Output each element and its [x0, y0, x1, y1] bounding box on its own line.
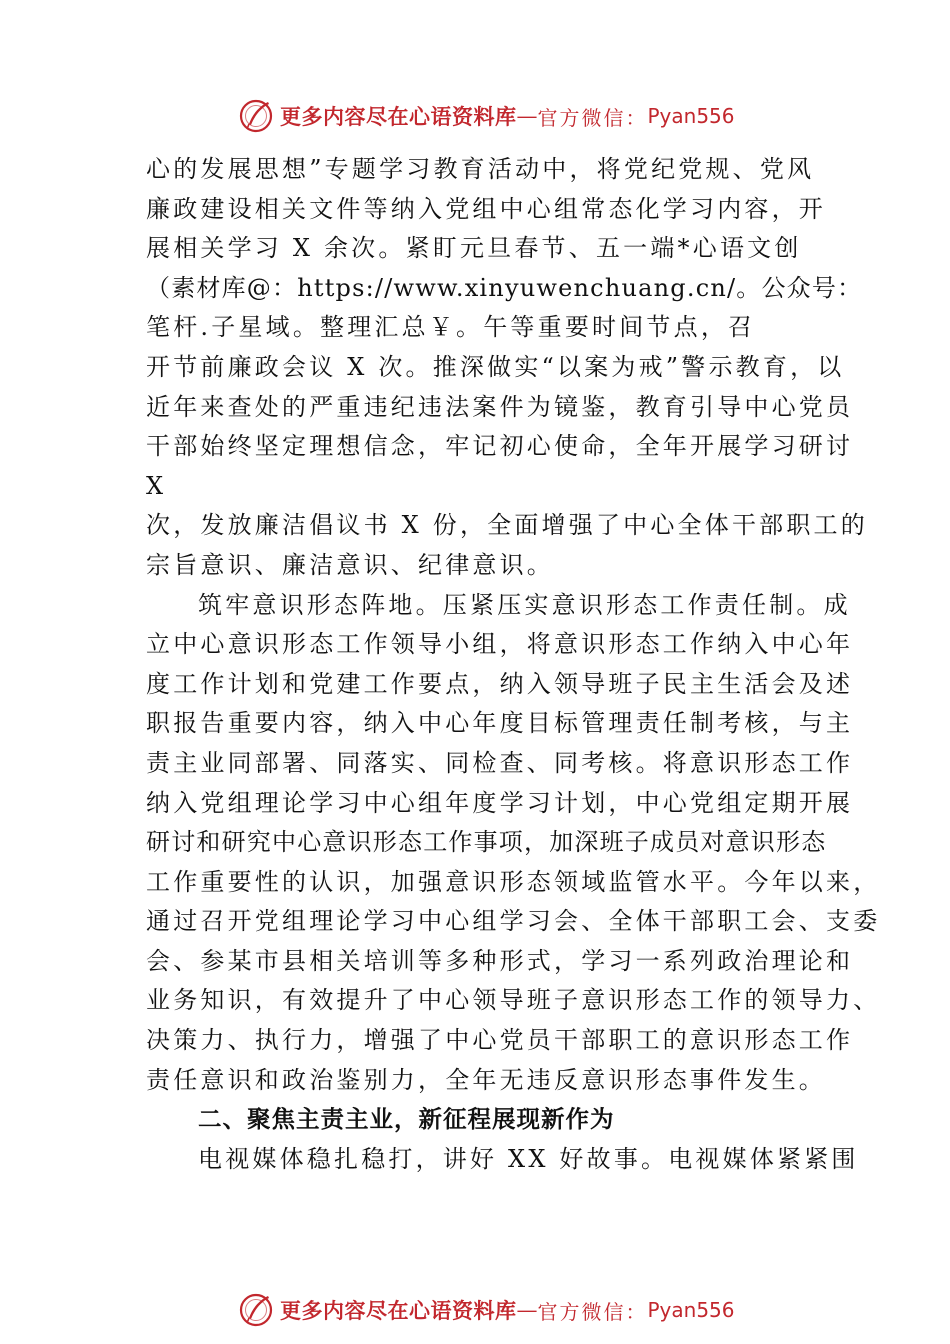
body-line: 业务知识，有效提升了中心领导班子意识形态工作的领导力、: [146, 986, 881, 1015]
document-body: [146, 150, 881, 1179]
body-line: 责主业同部署、同落实、同检查、同考核。将意识形态工作: [146, 748, 854, 777]
banner-library-text: 更多内容尽在心语资料库: [280, 1298, 517, 1323]
body-line: 展相关学习 X 余次。紧盯元旦春节、五一端*心语文创: [146, 234, 802, 263]
quill-seal-icon: [238, 98, 274, 134]
body-line: 研讨和研究中心意识形态工作事项，加深班子成员对意识形态: [146, 828, 827, 857]
banner-dash: —: [516, 104, 538, 128]
banner-wechat-label: 官方微信：: [537, 1299, 648, 1324]
body-line: 纳入党组理论学习中心组年度学习计划，中心党组定期开展: [146, 788, 854, 817]
body-line: 工作重要性的认识，加强意识形态领域监管水平。今年以来，: [146, 867, 881, 896]
body-line: （素材库@：https://www.xinyuwenchuang.cn/。公众号：: [146, 273, 863, 302]
body-line: 近年来查处的严重违纪违法案件为镜鉴，教育引导中心党员: [146, 392, 854, 421]
body-line: 立中心意识形态工作领导小组，将意识形态工作纳入中心年: [146, 630, 854, 659]
body-line: 职报告重要内容，纳入中心年度目标管理责任制考核，与主: [146, 709, 854, 738]
body-line: 开节前廉政会议 X 次。推深做实“以案为戒”警示教育，以: [146, 352, 845, 381]
banner-library-text: 更多内容尽在心语资料库: [280, 104, 517, 129]
footer-watermark-banner: [238, 1290, 758, 1330]
quill-seal-icon: [238, 1292, 274, 1328]
banner-dash: —: [516, 1298, 538, 1322]
body-line: 干部始终坚定理想信念，牢记初心使命，全年开展学习研讨: [146, 432, 854, 461]
body-line: 责任意识和政治鉴别力，全年无违反意识形态事件发生。: [146, 1065, 826, 1094]
banner-wechat-id: Pyan556: [647, 104, 735, 128]
header-watermark-banner: [238, 96, 758, 136]
body-line: X: [146, 471, 167, 500]
banner-wechat-id: Pyan556: [647, 1298, 735, 1322]
body-line: 决策力、执行力，增强了中心党员干部职工的意识形态工作: [146, 1026, 854, 1055]
body-line: 通过召开党组理论学习中心组学习会、全体干部职工会、支委: [146, 907, 881, 936]
section-heading: 二、聚焦主责主业，新征程展现新作为: [198, 1105, 615, 1134]
body-line: 心的发展思想”专题学习教育活动中，将党纪党规、党风: [146, 155, 815, 183]
body-line: 次，发放廉洁倡议书 X 份，全面增强了中心全体干部职工的: [146, 511, 868, 540]
body-line: 度工作计划和党建工作要点，纳入领导班子民主生活会及述: [146, 669, 854, 698]
banner-wechat-label: 官方微信：: [537, 105, 648, 130]
body-line: 宗旨意识、廉洁意识、纪律意识。: [146, 550, 554, 579]
paragraph-first-line: 电视媒体稳扎稳打，讲好 XX 好故事。电视媒体紧紧围: [198, 1144, 859, 1173]
body-line: 廉政建设相关文件等纳入党组中心组常态化学习内容，开: [146, 194, 826, 223]
body-line: 笔杆.子星域。整理汇总￥。午等重要时间节点，召: [146, 313, 756, 342]
paragraph-first-line: 筑牢意识形态阵地。压紧压实意识形态工作责任制。成: [198, 590, 851, 619]
body-line: 会、参某市县相关培训等多种形式，学习一系列政治理论和: [146, 946, 854, 975]
